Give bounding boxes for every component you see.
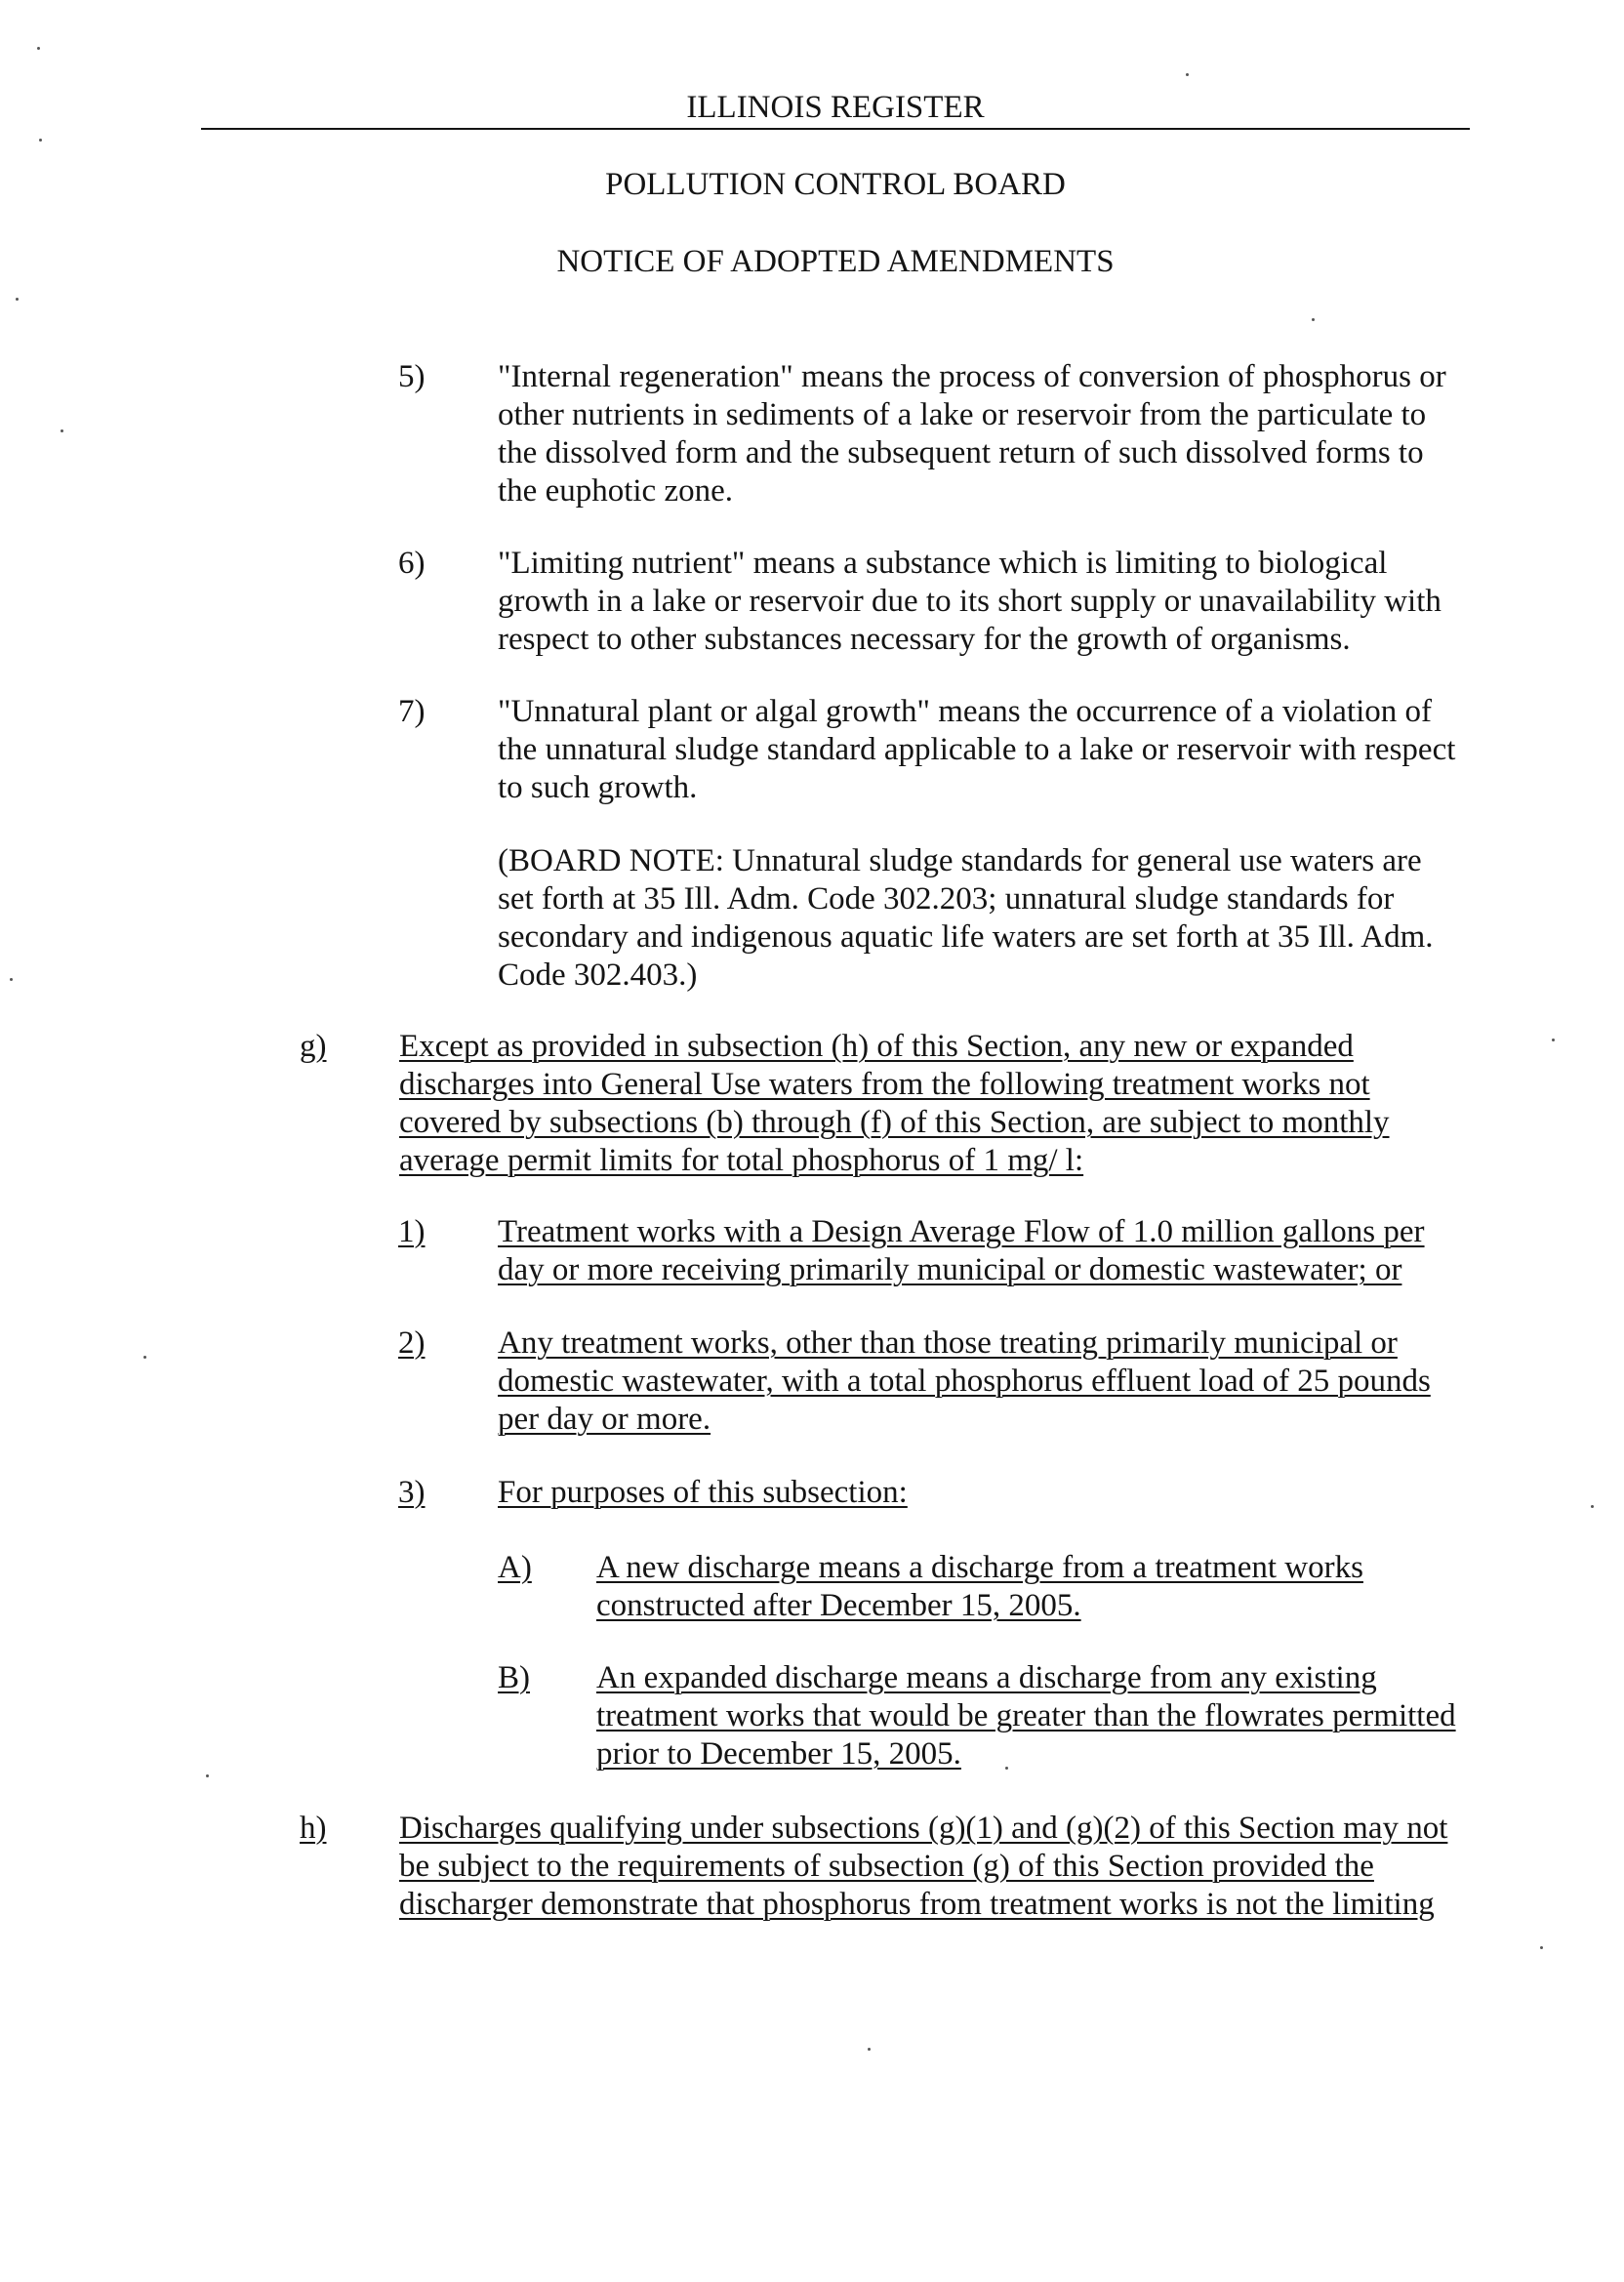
item-line: Any treatment works, other than those treating primarily municipal or [498, 1325, 1398, 1361]
definition-line: other nutrients in sediments of a lake or reservoir from the particulate to [498, 397, 1427, 432]
board-name: POLLUTION CONTROL BOARD [605, 167, 1066, 202]
scan-speck [1186, 73, 1189, 76]
subsection-line: be subject to the requirements of subsection (g) of this Section provided the [399, 1849, 1374, 1884]
board-note-line: secondary and indigenous aquatic life waters are set forth at 35 Ill. Adm. [498, 919, 1434, 955]
definition-line: the euphotic zone. [498, 473, 733, 509]
subsection-line: discharges into General Use waters from the following treatment works not [399, 1067, 1370, 1102]
subitem-line: A new discharge means a discharge from a treatment works [596, 1550, 1363, 1585]
definition-line: "Limiting nutrient" means a substance which is limiting to biological [498, 546, 1388, 581]
notice-title: NOTICE OF ADOPTED AMENDMENTS [556, 244, 1115, 279]
item-line: For purposes of this subsection: [498, 1475, 908, 1510]
scan-speck [61, 429, 63, 432]
item-number: 2) [398, 1325, 426, 1361]
definition-line: respect to other substances necessary for the growth of organisms. [498, 622, 1351, 657]
item-number: 3) [398, 1475, 426, 1510]
scan-speck [10, 978, 13, 981]
definition-number: 6) [398, 546, 426, 581]
definition-line: the dissolved form and the subsequent return of such dissolved forms to [498, 435, 1424, 470]
definition-number: 7) [398, 694, 426, 729]
scan-speck [143, 1356, 146, 1359]
subsection-label: g) [300, 1029, 327, 1064]
board-note-line: set forth at 35 Ill. Adm. Code 302.203; unnatural sludge standards for [498, 881, 1395, 917]
scan-speck [1005, 1767, 1008, 1770]
scan-speck [868, 2048, 871, 2051]
definition-number: 5) [398, 359, 426, 394]
scan-speck [39, 139, 42, 142]
definition-line: growth in a lake or reservoir due to its short supply or unavailability with [498, 584, 1441, 619]
subsection-line: covered by subsections (b) through (f) of this Section, are subject to monthly [399, 1105, 1390, 1140]
item-line: Treatment works with a Design Average Flow of 1.0 million gallons per [498, 1214, 1425, 1249]
scan-speck [1312, 318, 1315, 321]
subsection-label: h) [300, 1811, 327, 1846]
definition-line: to such growth. [498, 770, 698, 805]
subitem-letter: B) [498, 1660, 530, 1695]
definition-line: "Internal regeneration" means the process of conversion of phosphorus or [498, 359, 1446, 394]
subitem-letter: A) [498, 1550, 532, 1585]
scan-speck [1552, 1039, 1555, 1041]
item-line: domestic wastewater, with a total phosphorus effluent load of 25 pounds [498, 1364, 1431, 1399]
definition-line: the unnatural sludge standard applicable to a lake or reservoir with respect [498, 732, 1456, 767]
subsection-line: Except as provided in subsection (h) of this Section, any new or expanded [399, 1029, 1354, 1064]
board-note-line: Code 302.403.) [498, 958, 698, 993]
scan-speck [37, 47, 40, 50]
item-number: 1) [398, 1214, 426, 1249]
subitem-line: constructed after December 15, 2005. [596, 1588, 1081, 1623]
scan-speck [1591, 1505, 1594, 1508]
header-divider [201, 128, 1470, 130]
subsection-line: discharger demonstrate that phosphorus from treatment works is not the limiting [399, 1887, 1435, 1922]
scan-speck [1540, 1946, 1543, 1949]
subitem-line: prior to December 15, 2005. [596, 1736, 961, 1772]
board-note-line: (BOARD NOTE: Unnatural sludge standards for general use waters are [498, 843, 1422, 878]
register-title: ILLINOIS REGISTER [686, 90, 985, 125]
definition-line: "Unnatural plant or algal growth" means the occurrence of a violation of [498, 694, 1433, 729]
scan-speck [206, 1774, 209, 1777]
board-note [498, 842, 1474, 995]
subitem-line: An expanded discharge means a discharge from any existing [596, 1660, 1377, 1695]
subitem-line: treatment works that would be greater than the flowrates permitted [596, 1698, 1456, 1733]
item-line: per day or more. [498, 1402, 711, 1437]
item-line: day or more receiving primarily municipal or domestic wastewater; or [498, 1252, 1402, 1287]
subsection-line: Discharges qualifying under subsections (g)(1) and (g)(2) of this Section may not [399, 1811, 1448, 1846]
scan-speck [16, 298, 19, 301]
subsection-line: average permit limits for total phosphorus of 1 mg/ l: [399, 1143, 1084, 1178]
